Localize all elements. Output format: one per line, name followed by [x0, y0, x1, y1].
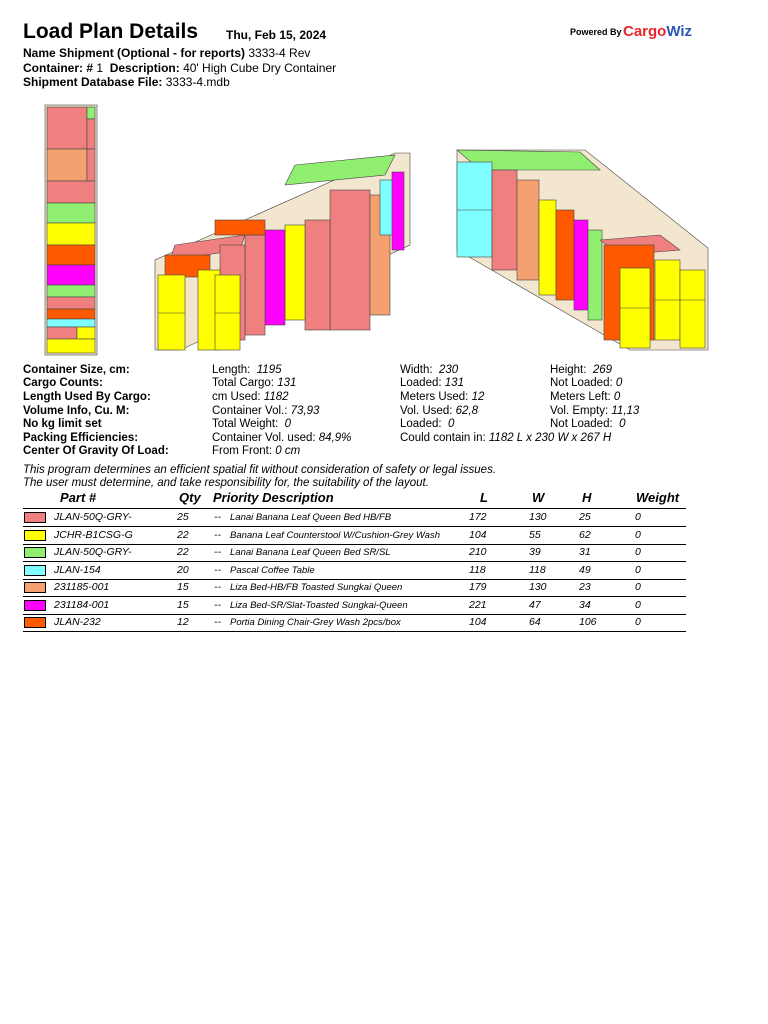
cell-w: 55	[529, 528, 541, 541]
col-w: W	[532, 490, 545, 505]
stat-vol-used-pct: Container Vol. used: 84,9%	[212, 432, 352, 444]
cell-weight: 0	[635, 528, 641, 541]
cell-h: 49	[579, 563, 591, 576]
stat-label: Center Of Gravity Of Load:	[23, 445, 169, 457]
cell-description: Banana Leaf Counterstool W/Cushion-Grey Wash	[230, 529, 440, 541]
stat-vol-used: Vol. Used: 62,8	[400, 405, 479, 417]
logo-cargo: Cargo	[623, 23, 667, 40]
cargowiz-logo	[623, 23, 692, 40]
cell-priority: --	[214, 581, 221, 593]
top-view-diagram	[45, 105, 97, 355]
table-row	[23, 509, 686, 527]
cell-part: JCHR-B1CSG-G	[54, 528, 133, 541]
cell-w: 118	[529, 563, 546, 576]
rear-iso-view	[457, 150, 708, 350]
stat-vol-empty: Vol. Empty: 11,13	[550, 405, 640, 417]
stat-length: Length: 1195	[212, 364, 282, 376]
shipment-name-label: Name Shipment (Optional - for reports)	[23, 46, 246, 60]
cell-description: Lanai Banana Leaf Queen Bed HB/FB	[230, 512, 392, 523]
cell-priority: --	[214, 528, 221, 541]
table-row	[23, 544, 686, 562]
powered-by-label: Powered By	[570, 27, 622, 37]
stat-weight-loaded: Loaded: 0	[400, 418, 455, 430]
disclaimer-line-2: The user must determine, and take responsibility for, the suitability of the layout.	[23, 477, 429, 489]
cell-qty: 22	[177, 546, 189, 558]
front-iso-view	[155, 153, 410, 350]
table-row	[23, 579, 686, 597]
cell-priority: --	[214, 616, 221, 628]
cell-w: 64	[529, 616, 541, 628]
stat-meters-left: Meters Left: 0	[550, 391, 621, 403]
stat-label: Container Size, cm:	[23, 364, 130, 376]
cell-qty: 22	[177, 528, 189, 541]
cell-l: 221	[469, 598, 487, 611]
cell-weight: 0	[635, 616, 641, 628]
database-value: 3333-4.mdb	[165, 75, 230, 89]
stat-width: Width: 230	[400, 364, 459, 376]
table-row	[23, 527, 686, 545]
stat-height: Height: 269	[550, 364, 613, 376]
cell-weight: 0	[635, 546, 641, 558]
color-swatch	[24, 530, 46, 541]
cell-l: 104	[469, 528, 487, 541]
cell-description: Lanai Banana Leaf Queen Bed SR/SL	[230, 547, 391, 558]
stat-label: Packing Efficiencies:	[23, 432, 139, 444]
cell-part: JLAN-232	[54, 616, 101, 628]
cell-h: 23	[579, 581, 591, 593]
col-weight: Weight	[636, 490, 680, 505]
cell-part: JLAN-50Q-GRY-	[54, 546, 132, 558]
report-date: Thu, Feb 15, 2024	[226, 28, 327, 42]
cell-priority: --	[214, 563, 221, 576]
stat-label: Cargo Counts:	[23, 377, 103, 389]
container-line	[23, 61, 336, 75]
cell-description: Liza Bed-SR/Slat-Toasted Sungkai-Queen	[230, 599, 408, 611]
cell-weight: 0	[635, 598, 641, 611]
cell-weight: 0	[635, 511, 641, 523]
description-label: Description:	[109, 61, 180, 75]
cell-qty: 12	[177, 616, 189, 628]
col-l: L	[480, 490, 488, 505]
table-row	[23, 597, 686, 615]
cell-part: JLAN-50Q-GRY-	[54, 511, 132, 523]
stat-weight-not-loaded: Not Loaded: 0	[550, 418, 626, 430]
cell-qty: 15	[177, 598, 189, 611]
cell-qty: 25	[177, 511, 189, 523]
page-title: Load Plan Details	[23, 20, 199, 43]
logo-wiz: Wiz	[666, 23, 693, 40]
cell-weight: 0	[635, 581, 641, 593]
color-swatch	[24, 600, 46, 611]
stat-total-cargo: Total Cargo: 131	[212, 377, 297, 389]
database-label: Shipment Database File:	[23, 75, 163, 89]
cell-l: 104	[469, 616, 487, 628]
color-swatch	[24, 565, 46, 576]
cell-weight: 0	[635, 563, 641, 576]
database-line	[23, 75, 230, 89]
col-h: H	[582, 490, 592, 505]
col-priority-description: Priority Description	[213, 490, 334, 505]
cell-w: 130	[529, 581, 547, 593]
cell-h: 34	[579, 598, 591, 611]
cell-w: 47	[529, 598, 541, 611]
cell-qty: 20	[177, 563, 189, 576]
stat-loaded: Loaded: 131	[400, 377, 464, 389]
stat-label: No kg limit set	[23, 418, 102, 430]
shipment-name-line	[23, 46, 310, 60]
cell-l: 172	[469, 511, 487, 523]
disclaimer-line-1: This program determines an efficient spatial fit without consideration of safety or legal issues.	[23, 464, 497, 476]
col-qty: Qty	[179, 490, 201, 505]
cell-priority: --	[214, 598, 221, 611]
cell-l: 179	[469, 581, 487, 593]
stat-label: Length Used By Cargo:	[23, 391, 151, 403]
color-swatch	[24, 512, 46, 523]
cell-part: 231185-001	[54, 581, 110, 593]
cell-description: Pascal Coffee Table	[230, 564, 315, 576]
cargo-table-header	[23, 490, 686, 509]
stat-from-front: From Front: 0 cm	[212, 445, 301, 457]
cell-h: 62	[579, 528, 591, 541]
cell-qty: 15	[177, 581, 189, 593]
table-row	[23, 562, 686, 580]
description-value: 40' High Cube Dry Container	[183, 61, 337, 75]
cell-h: 106	[579, 616, 597, 628]
cell-h: 31	[579, 546, 591, 558]
stat-total-weight: Total Weight: 0	[212, 418, 292, 430]
stat-meters-used: Meters Used: 12	[400, 391, 485, 403]
stat-container-vol: Container Vol.: 73,93	[212, 405, 320, 417]
table-row	[23, 614, 686, 632]
cell-priority: --	[214, 546, 221, 558]
shipment-name-value: 3333-4 Rev	[248, 46, 311, 60]
color-swatch	[24, 582, 46, 593]
stat-label: Volume Info, Cu. M:	[23, 405, 130, 417]
stat-cm-used: cm Used: 1182	[212, 391, 289, 403]
cell-description: Portia Dining Chair-Grey Wash 2pcs/box	[230, 617, 401, 628]
cell-description: Liza Bed-HB/FB Toasted Sungkai Queen	[230, 582, 403, 593]
container-load-views	[0, 100, 768, 360]
cell-l: 118	[469, 563, 486, 576]
container-value: 1	[96, 61, 104, 75]
stat-not-loaded: Not Loaded: 0	[550, 377, 623, 389]
cell-priority: --	[214, 511, 221, 523]
cell-w: 130	[529, 511, 547, 523]
cell-h: 25	[579, 511, 591, 523]
cell-part: 231184-001	[54, 598, 110, 611]
col-part: Part #	[60, 490, 97, 505]
color-swatch	[24, 617, 46, 628]
cell-part: JLAN-154	[54, 563, 101, 576]
cell-w: 39	[529, 546, 541, 558]
container-label: Container: #	[23, 61, 94, 75]
cell-l: 210	[469, 546, 487, 558]
stat-could-contain: Could contain in: 1182 L x 230 W x 267 H	[400, 432, 612, 444]
color-swatch	[24, 547, 46, 558]
